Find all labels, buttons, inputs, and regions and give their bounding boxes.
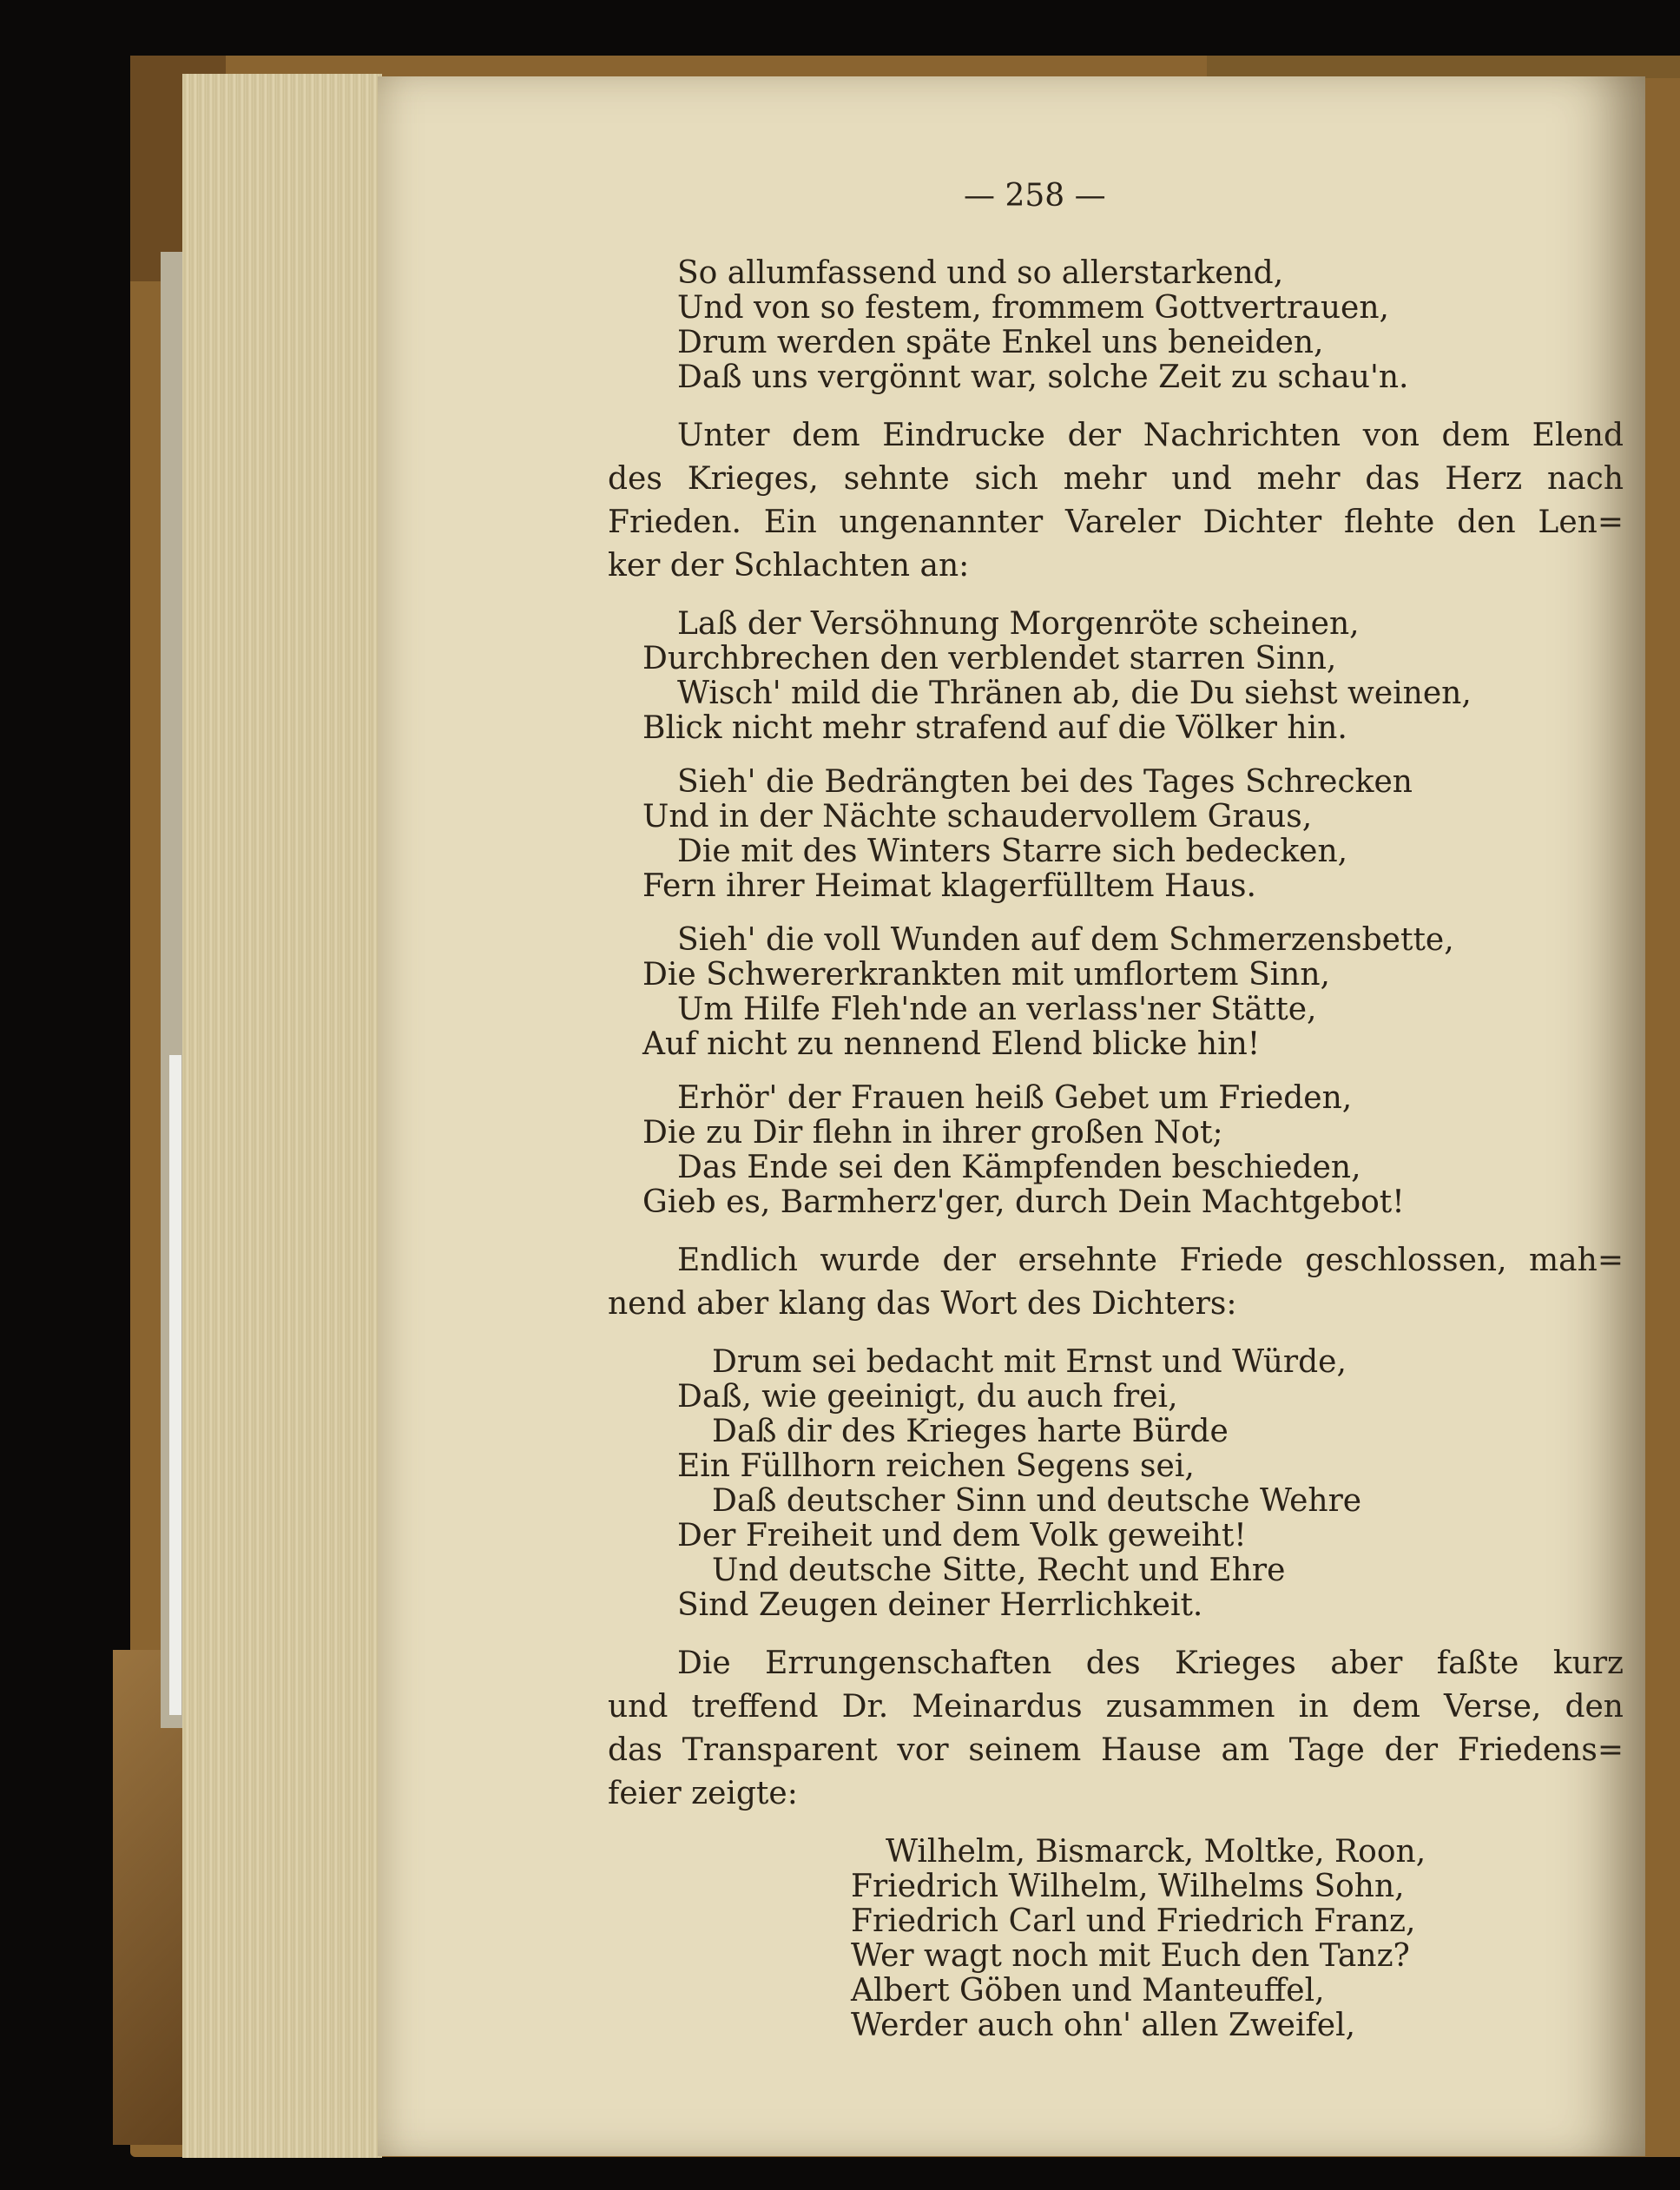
prose-line: des Krieges, sehnte sich mehr und mehr das Herz nach [608,461,1624,497]
block-gap [686,2043,1632,2062]
page-text [608,255,1632,2062]
verse-line: Drum sei bedacht mit Ernst und Würde, [712,1344,1347,1380]
prose-paragraph [608,1239,1632,1326]
verse-line: Und deutsche Sitte, Recht und Ehre [712,1553,1286,1588]
verse-stanza [642,764,1632,904]
verse-line: Daß deutscher Sinn und deutsche Wehre [712,1483,1362,1519]
verse-line: Die zu Dir flehn in ihrer großen Not; [642,1115,1223,1151]
verse-line: Laß der Versöhnung Morgenröte scheinen, [677,606,1360,642]
verse-line: Sind Zeugen deiner Herrlichkeit. [677,1587,1203,1623]
verse-line: Auf nicht zu nennend Elend blicke hin! [642,1026,1261,1062]
verse-line: Drum werden späte Enkel uns beneiden, [677,325,1324,360]
verse-line: Blick nicht mehr strafend auf die Völker hin. [642,710,1347,746]
verse-line: Daß dir des Krieges harte Bürde [712,1414,1229,1449]
prose-paragraph [608,1642,1632,1816]
verse-line: Der Freiheit und dem Volk geweiht! [677,1518,1247,1553]
block-gap [686,588,1632,607]
block-gap [686,395,1632,414]
verse-line: Erhör' der Frauen heiß Gebet um Frieden, [677,1080,1353,1116]
verse-line: Daß uns vergönnt war, solche Zeit zu schau'n. [677,360,1409,395]
verse-line: Die Schwererkrankten mit umflortem Sinn, [642,957,1330,993]
prose-line: und treffend Dr. Meinardus zusammen in dem Verse, den [608,1689,1624,1725]
verse-line: Die mit des Winters Starre sich bedecken, [677,834,1348,869]
prose-line: ker der Schlachten an: [608,548,970,584]
page-edges [182,74,382,2158]
prose-line: Endlich wurde der ersehnte Friede geschlossen, mah= [677,1243,1624,1278]
prose-line: nend aber klang das Wort des Dichters: [608,1286,1237,1322]
block-gap [686,1326,1632,1345]
verse-line: Durchbrechen den verblendet starren Sinn, [642,641,1337,676]
page-number: — 258 — [964,178,1106,214]
prose-line: feier zeigte: [608,1776,798,1811]
verse-line: Daß, wie geeinigt, du auch frei, [677,1379,1178,1415]
block-gap [686,746,1632,765]
verse-line: So allumfassend und so allerstarkend, [677,255,1284,291]
verse-line: Sieh' die Bedrängten bei des Tages Schrecken [677,764,1413,800]
verse-line: Friedrich Wilhelm, Wilhelms Sohn, [851,1869,1405,1904]
verse-stanza [642,1080,1632,1220]
verse-stanza [642,922,1632,1062]
prose-line: Frieden. Ein ungenannter Vareler Dichter flehte den Len= [608,505,1624,540]
verse-line: Wilhelm, Bismarck, Moltke, Roon, [886,1834,1426,1870]
verse-line: Wisch' mild die Thränen ab, die Du siehst weinen, [677,676,1472,711]
block-gap [686,1623,1632,1642]
verse-stanza [677,1344,1632,1623]
verse-line: Wer wagt noch mit Euch den Tanz? [851,1938,1410,1974]
verse-stanza [686,1835,1632,2043]
bookmark-strip [169,1055,181,1715]
verse-line: Und in der Nächte schaudervollem Graus, [642,799,1313,834]
verse-line: Gieb es, Barmherz'ger, durch Dein Machtgebot! [642,1184,1405,1220]
verse-line: Sieh' die voll Wunden auf dem Schmerzensbette, [677,922,1454,958]
prose-paragraph [608,414,1632,588]
verse-stanza [677,255,1632,395]
block-gap [686,904,1632,923]
verse-line: Ein Füllhorn reichen Segens sei, [677,1448,1195,1484]
prose-line: das Transparent vor seinem Hause am Tage der Friedens= [608,1732,1624,1768]
verse-line: Das Ende sei den Kämpfenden beschieden, [677,1150,1361,1185]
verse-line: Albert Göben und Manteuffel, [851,1973,1325,2009]
verse-line: Werder auch ohn' allen Zweifel, [851,2008,1356,2043]
prose-line: Unter dem Eindrucke der Nachrichten von dem Elend [677,418,1624,453]
block-gap [686,1816,1632,1835]
prose-line: Die Errungenschaften des Krieges aber faßte kurz [677,1646,1624,1681]
verse-stanza [642,606,1632,746]
block-gap [686,1220,1632,1239]
verse-line: Um Hilfe Fleh'nde an verlass'ner Stätte, [677,992,1317,1027]
verse-line: Friedrich Carl und Friedrich Franz, [851,1903,1416,1939]
cover-top-band [1207,56,1680,78]
block-gap [686,1062,1632,1081]
verse-line: Fern ihrer Heimat klagerfülltem Haus. [642,868,1256,904]
verse-line: Und von so festem, frommem Gottvertrauen, [677,290,1389,326]
